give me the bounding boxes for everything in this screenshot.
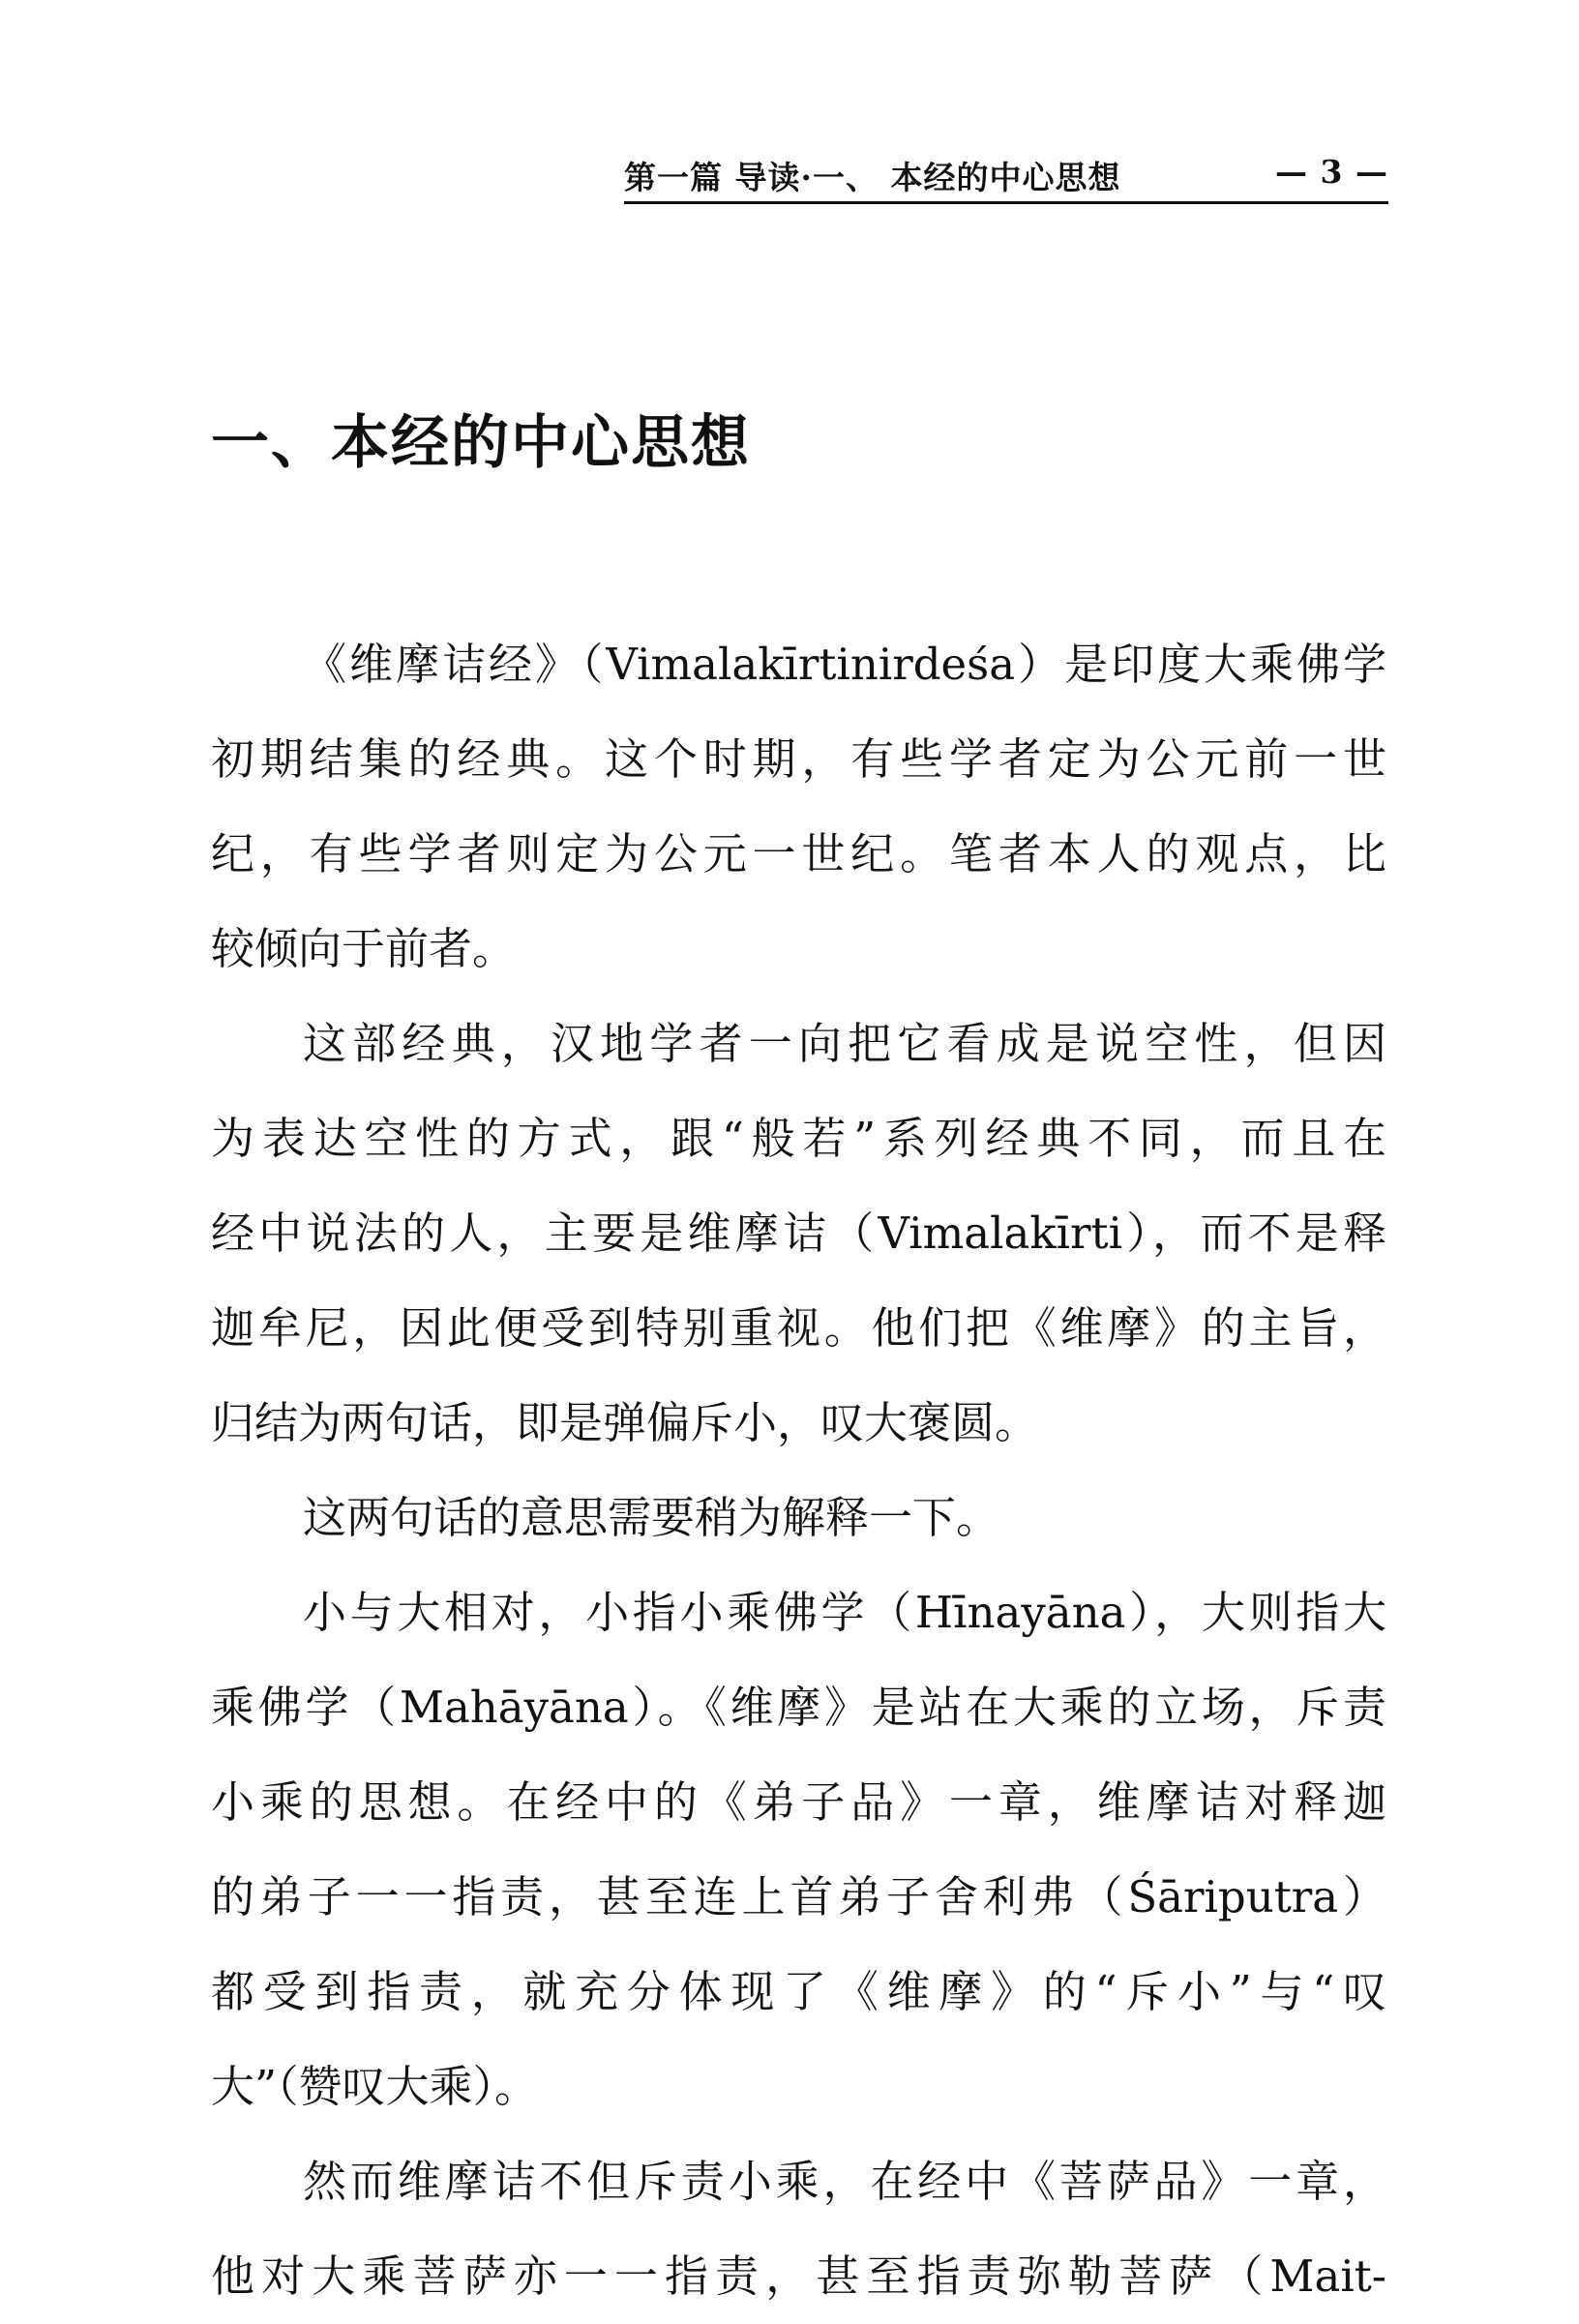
text-line: 归结为两句话，即是弹偏斥小，叹大褒圆。 <box>211 1397 1039 1448</box>
running-title: 第一篇 导读·一、 本经的中心思想 <box>624 159 1121 196</box>
paragraph-3 <box>211 1471 1386 1565</box>
paragraph-2 <box>211 997 1386 1471</box>
text-line: 乘佛学（Mahāyāna）。《维摩》是站在大乘的立场，斥责 <box>211 1682 1386 1733</box>
text-line: 这两句话的意思需要稍为解释一下。 <box>303 1492 1000 1543</box>
text-line: 迦牟尼，因此便受到特别重视。他们把《维摩》的主旨， <box>211 1302 1386 1354</box>
text-line: 都受到指责，就充分体现了《维摩》的“斥小”与“叹 <box>211 1966 1386 2017</box>
text-line: 纪，有些学者则定为公元一世纪。笔者本人的观点，比 <box>211 828 1386 879</box>
text-line: 较倾向于前者。 <box>211 923 517 974</box>
body-text <box>211 617 1386 2324</box>
text-line: 小与大相对，小指小乘佛学（Hīnayāna），大则指大 <box>303 1587 1386 1638</box>
text-line: 大”（赞叹大乘）。 <box>211 2061 539 2112</box>
text-line: 他对大乘菩萨亦一一指责，甚至指责弥勒菩萨（Mait- <box>211 2250 1386 2302</box>
paragraph-5 <box>211 2134 1386 2324</box>
text-line: 小乘的思想。在经中的《弟子品》一章，维摩诘对释迦 <box>211 1776 1386 1828</box>
text-line: 这部经典，汉地学者一向把它看成是说空性，但因 <box>303 1018 1386 1069</box>
text-line: 然而维摩诘不但斥责小乘，在经中《菩萨品》一章， <box>303 2156 1386 2207</box>
chapter-heading: 一、本经的中心思想 <box>211 409 751 477</box>
text-line: 经中说法的人，主要是维摩诘（Vimalakīrti），而不是释 <box>211 1207 1386 1259</box>
text-line: 初期结集的经典。这个时期，有些学者定为公元前一世 <box>211 733 1386 785</box>
text-line: 的弟子一一指责，甚至连上首弟子舍利弗（Śāriputra） <box>211 1871 1386 1922</box>
text-line: 《维摩诘经》（Vimalakīrtinirdeśa）是印度大乘佛学 <box>303 639 1386 690</box>
paragraph-4 <box>211 1565 1386 2134</box>
paragraph-1 <box>211 617 1386 997</box>
running-header <box>624 153 1388 204</box>
page-number: — 3 — <box>1275 153 1388 191</box>
text-line: 为表达空性的方式，跟“般若”系列经典不同，而且在 <box>211 1113 1386 1164</box>
